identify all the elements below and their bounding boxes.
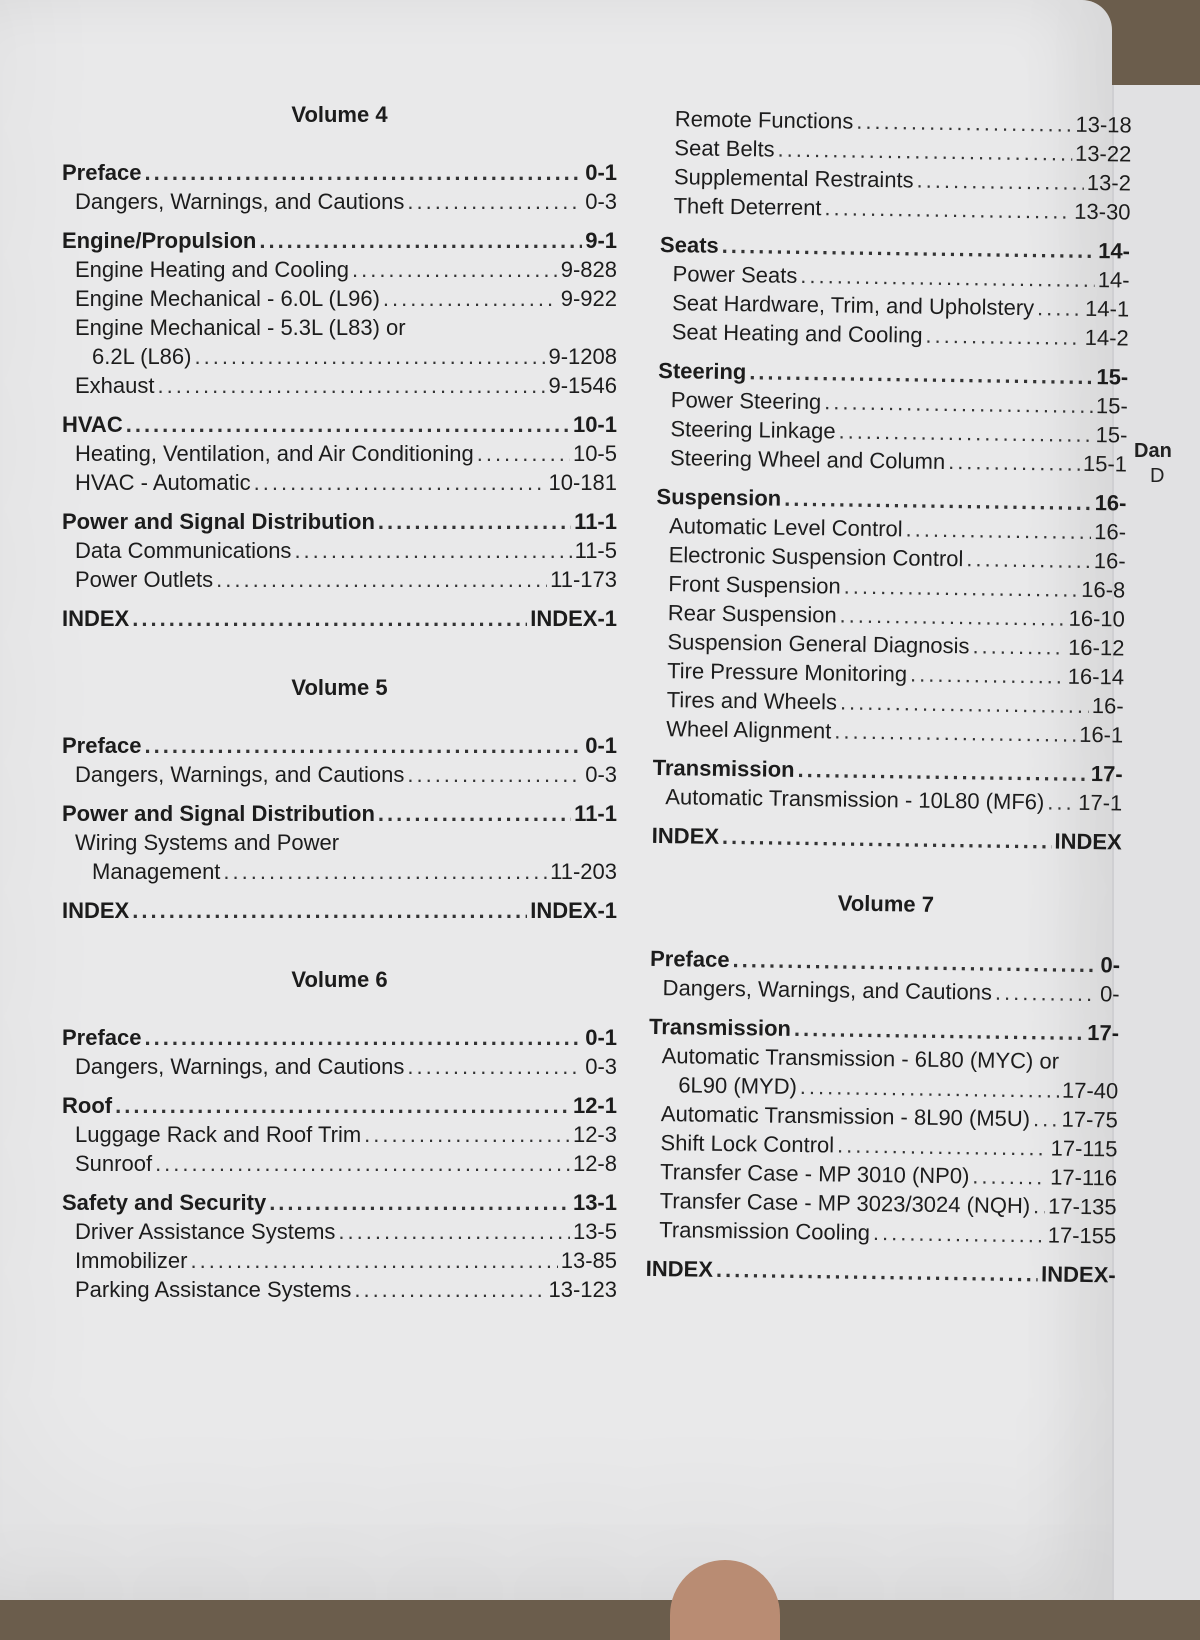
toc-heading[interactable] xyxy=(62,604,617,633)
leader-dots xyxy=(294,536,571,565)
leader-dots xyxy=(158,371,546,400)
toc-section xyxy=(657,356,1129,479)
toc-entry-page: 16- xyxy=(1093,548,1126,574)
toc-entry-label: Seat Heating and Cooling xyxy=(671,319,923,348)
leader-dots xyxy=(838,416,1092,449)
leader-dots xyxy=(132,604,527,633)
toc-entry-page: 16-10 xyxy=(1068,605,1126,632)
leader-dots xyxy=(794,1014,1085,1047)
toc-entry-label: Dangers, Warnings, and Cautions xyxy=(75,1054,405,1079)
toc-entry-page: 13-30 xyxy=(1074,198,1131,225)
toc-entry-label: Data Communications xyxy=(75,538,292,563)
toc-entry-page: 13-2 xyxy=(1086,169,1132,196)
toc-entry-label: Theft Deterrent xyxy=(673,193,822,221)
toc-heading-label: Transmission xyxy=(648,1013,792,1041)
toc-entry-page: 14-1 xyxy=(1084,295,1130,322)
toc-entry-label: Automatic Transmission - 10L80 (MF6) xyxy=(665,784,1045,815)
toc-entry-label[interactable]: Wiring Systems and Power xyxy=(75,830,340,855)
toc-heading-page: 13-1 xyxy=(572,1190,617,1215)
leader-dots xyxy=(254,468,546,497)
toc-entry-page: 16-1 xyxy=(1079,721,1124,748)
leader-dots xyxy=(194,342,545,371)
toc-entry-page: 13-18 xyxy=(1075,111,1132,138)
toc-entry[interactable] xyxy=(62,565,617,594)
leader-dots xyxy=(844,572,1079,604)
toc-entry-label: Engine Heating and Cooling xyxy=(75,257,349,282)
toc-entry-page: 9-922 xyxy=(560,286,617,311)
toc-heading-page: INDEX-1 xyxy=(530,898,617,923)
leader-dots xyxy=(873,1218,1045,1249)
toc-entry-page: 10-5 xyxy=(572,441,617,466)
toc-entry-cont: 6.2L (L86) xyxy=(92,344,192,369)
leader-dots xyxy=(839,601,1065,633)
leader-dots xyxy=(834,716,1076,748)
toc-section xyxy=(62,1188,617,1304)
toc-entry-page: 16- xyxy=(1091,693,1124,719)
toc-heading[interactable] xyxy=(652,821,1122,857)
toc-entry-page: 11-173 xyxy=(550,567,617,592)
toc-entry-label: Dangers, Warnings, and Cautions xyxy=(662,975,993,1005)
toc-entry-label: Driver Assistance Systems xyxy=(75,1219,336,1244)
toc-heading-page: 0-1 xyxy=(585,1025,617,1050)
toc-section xyxy=(62,799,617,886)
leader-dots xyxy=(784,484,1092,517)
leader-dots xyxy=(972,631,1065,661)
toc-entry[interactable] xyxy=(62,1275,617,1304)
leader-dots xyxy=(800,1072,1060,1105)
toc-heading[interactable] xyxy=(62,731,617,760)
toc-entry-page: 12-8 xyxy=(572,1151,617,1176)
toc-heading-label: Preface xyxy=(62,160,142,185)
toc-entry[interactable] xyxy=(62,1246,617,1275)
toc-section xyxy=(62,507,617,594)
toc-section xyxy=(649,944,1120,1009)
toc-entry-label: Tire Pressure Monitoring xyxy=(666,658,908,687)
toc-heading-label: INDEX xyxy=(62,898,130,923)
toc-entry-label: Parking Assistance Systems xyxy=(75,1277,352,1302)
leader-dots xyxy=(407,760,582,789)
toc-heading-label: Transmission xyxy=(652,754,795,782)
toc-heading-label: Safety and Security xyxy=(62,1190,267,1215)
toc-heading-page: 14- xyxy=(1098,238,1131,264)
leader-dots xyxy=(259,226,582,255)
toc-entry[interactable] xyxy=(649,973,1119,1009)
leader-dots xyxy=(777,135,1072,168)
toc-entry-page: 15- xyxy=(1095,393,1129,419)
leader-dots xyxy=(905,514,1091,546)
leader-dots xyxy=(132,896,527,925)
leader-dots xyxy=(800,261,1095,294)
toc-heading-label: Preface xyxy=(62,733,142,758)
toc-entry[interactable] xyxy=(652,782,1122,818)
toc-entry-label: Power Steering xyxy=(670,387,822,415)
toc-entry-label: Transmission Cooling xyxy=(659,1217,871,1246)
toc-entry-label: Dangers, Warnings, and Cautions xyxy=(75,762,405,787)
toc-entry-label: Immobilizer xyxy=(75,1248,188,1273)
toc-entry-label: Electronic Suspension Control xyxy=(668,542,964,572)
toc-entry-label: Seat Hardware, Trim, and Upholstery xyxy=(672,290,1035,321)
toc-heading-page: 17- xyxy=(1090,761,1123,787)
leader-dots xyxy=(216,565,547,594)
leader-dots xyxy=(1047,787,1075,816)
toc-entry[interactable] xyxy=(62,187,617,216)
leader-dots xyxy=(910,660,1065,691)
toc-entry-label: Wheel Alignment xyxy=(666,716,832,744)
toc-entry-page: 13-22 xyxy=(1074,140,1132,167)
toc-heading-page: INDEX- xyxy=(1040,1261,1116,1288)
leader-dots xyxy=(354,1275,545,1304)
toc-heading-label: Preface xyxy=(649,945,730,973)
toc-entry-label: Rear Suspension xyxy=(667,600,837,628)
toc-entry-page: 15- xyxy=(1095,422,1128,448)
toc-section xyxy=(652,821,1122,857)
leader-dots xyxy=(115,1091,570,1120)
toc-entry-page: 17-155 xyxy=(1047,1222,1117,1249)
toc-entry[interactable] xyxy=(62,1052,617,1081)
right-toc-column xyxy=(646,104,1132,1289)
toc-entry-label[interactable]: Automatic Transmission - 6L80 (MYC) or xyxy=(661,1043,1060,1074)
toc-entry-label: Exhaust xyxy=(75,373,155,398)
left-toc-column xyxy=(62,100,617,1304)
toc-entry-page: 13-85 xyxy=(560,1248,617,1273)
toc-heading-page: 17- xyxy=(1087,1020,1120,1046)
toc-entry-page: 17-135 xyxy=(1047,1193,1117,1220)
leader-dots xyxy=(407,187,582,216)
toc-section xyxy=(659,230,1131,353)
leader-dots xyxy=(145,158,583,187)
leader-dots xyxy=(364,1120,570,1149)
toc-heading-label: INDEX xyxy=(651,822,720,849)
toc-heading-label: Engine/Propulsion xyxy=(62,228,257,253)
toc-heading-page: INDEX xyxy=(1054,828,1122,855)
toc-heading-label: Power and Signal Distribution xyxy=(62,801,375,826)
toc-entry-label: Power Seats xyxy=(672,261,798,288)
leader-dots xyxy=(972,1161,1047,1191)
toc-entry[interactable] xyxy=(62,760,617,789)
toc-entry[interactable] xyxy=(646,1215,1116,1251)
toc-entry-page: 9-1208 xyxy=(548,344,617,369)
toc-heading-page: 10-1 xyxy=(572,412,617,437)
toc-entry-page: 16-12 xyxy=(1067,634,1125,661)
volume-title: Volume 6 xyxy=(291,967,388,992)
toc-entry-page: 17-75 xyxy=(1061,1106,1119,1133)
leader-dots xyxy=(145,731,583,760)
toc-entry-page: 17-115 xyxy=(1050,1135,1118,1162)
leader-dots xyxy=(338,1217,570,1246)
toc-heading[interactable] xyxy=(62,896,617,925)
leader-dots xyxy=(1033,1104,1059,1133)
toc-entry[interactable] xyxy=(62,284,617,313)
toc-section xyxy=(62,158,617,216)
toc-entry-page: 16-8 xyxy=(1081,576,1126,603)
toc-entry-label: Luggage Rack and Roof Trim xyxy=(75,1122,362,1147)
toc-section xyxy=(62,1023,617,1081)
toc-entry[interactable] xyxy=(657,443,1127,479)
toc-entry-page: 17-40 xyxy=(1061,1077,1119,1104)
leader-dots xyxy=(916,166,1084,197)
toc-entry-label: Power Outlets xyxy=(75,567,214,592)
leader-dots xyxy=(378,799,571,828)
toc-heading-label: Steering xyxy=(658,357,747,385)
toc-entry-label[interactable]: Engine Mechanical - 5.3L (L83) or xyxy=(75,315,406,340)
leader-dots xyxy=(716,1255,1039,1288)
toc-heading-page: INDEX-1 xyxy=(530,606,617,631)
toc-heading[interactable] xyxy=(62,1023,617,1052)
toc-entry-page: 0- xyxy=(1099,981,1120,1007)
leader-dots xyxy=(190,1246,557,1275)
toc-entry-page: 15-1 xyxy=(1082,450,1128,477)
toc-entry-label: Transfer Case - MP 3023/3024 (NQH) xyxy=(659,1188,1031,1219)
leader-dots xyxy=(1037,293,1082,323)
leader-dots xyxy=(126,410,570,439)
toc-entry[interactable] xyxy=(62,342,617,371)
toc-heading-page: 15- xyxy=(1096,364,1129,390)
toc-section xyxy=(646,1012,1119,1251)
toc-entry-label: Suspension General Diagnosis xyxy=(667,629,970,659)
toc-heading[interactable] xyxy=(62,1091,617,1120)
toc-heading[interactable] xyxy=(62,226,617,255)
toc-heading-page: 0-1 xyxy=(585,160,617,185)
toc-entry-label: Dangers, Warnings, and Cautions xyxy=(75,189,405,214)
toc-entry-page: 17-1 xyxy=(1078,789,1123,816)
toc-heading-page: 11-1 xyxy=(574,801,617,826)
toc-entry-label: Shift Lock Control xyxy=(660,1130,835,1158)
leader-dots xyxy=(824,193,1071,225)
toc-entry[interactable] xyxy=(62,439,617,468)
leader-dots xyxy=(352,255,558,284)
volume-title: Volume 4 xyxy=(291,102,388,127)
toc-entry-label: Seat Belts xyxy=(674,135,775,162)
leader-dots xyxy=(797,755,1088,788)
toc-heading-page: 11-1 xyxy=(574,509,617,534)
edge-word: Dan xyxy=(1134,440,1172,462)
toc-heading[interactable] xyxy=(62,507,617,536)
toc-entry[interactable] xyxy=(659,317,1129,353)
toc-entry-label: HVAC - Automatic xyxy=(75,470,251,495)
leader-dots xyxy=(925,321,1082,352)
toc-entry-page: 14- xyxy=(1097,267,1130,293)
toc-entry-page: 16-14 xyxy=(1067,663,1125,690)
toc-heading-page: 12-1 xyxy=(572,1093,617,1118)
leader-dots xyxy=(407,1052,582,1081)
toc-section xyxy=(62,410,617,497)
leader-dots xyxy=(269,1188,570,1217)
toc-section xyxy=(652,753,1123,818)
toc-entry[interactable] xyxy=(62,1149,617,1178)
leader-dots xyxy=(856,107,1073,139)
toc-entry-page: 11-203 xyxy=(550,859,617,884)
leader-dots xyxy=(966,544,1091,575)
toc-entry[interactable] xyxy=(62,371,617,400)
toc-heading-page: 0-1 xyxy=(585,733,617,758)
toc-heading-label: INDEX xyxy=(62,606,130,631)
toc-entry[interactable] xyxy=(62,468,617,497)
toc-entry-page: 16- xyxy=(1094,519,1127,545)
toc-section xyxy=(62,604,617,633)
toc-entry[interactable] xyxy=(653,714,1123,750)
volume-title: Volume 7 xyxy=(837,890,935,917)
toc-entry-label: Automatic Level Control xyxy=(668,513,903,542)
toc-entry-page: 9-828 xyxy=(560,257,617,282)
toc-entry-page: 10-181 xyxy=(548,470,617,495)
toc-heading-label: Roof xyxy=(62,1093,113,1118)
toc-entry-page: 17-116 xyxy=(1050,1164,1118,1191)
toc-heading[interactable] xyxy=(62,410,617,439)
volume-title: Volume 5 xyxy=(291,675,388,700)
leader-dots xyxy=(1033,1191,1045,1220)
toc-section xyxy=(62,896,617,925)
toc-entry-page: 0-3 xyxy=(585,1054,617,1079)
leader-dots xyxy=(837,1131,1048,1163)
toc-heading-label: INDEX xyxy=(645,1255,714,1282)
toc-entry-page: 13-5 xyxy=(572,1219,617,1244)
toc-heading-page: 16- xyxy=(1094,490,1127,516)
toc-entry[interactable] xyxy=(62,536,617,565)
toc-entry-label: Sunroof xyxy=(75,1151,153,1176)
toc-heading-label: Seats xyxy=(659,231,719,258)
toc-entry-page: 0-3 xyxy=(585,189,617,214)
toc-entry-label: Steering Wheel and Column xyxy=(669,445,946,474)
toc-heading-page: 0- xyxy=(1100,952,1121,978)
toc-entry-label: Steering Linkage xyxy=(670,416,836,444)
toc-entry-page: 14-2 xyxy=(1084,324,1129,351)
toc-heading-label: HVAC xyxy=(62,412,123,437)
leader-dots xyxy=(223,857,547,886)
toc-entry[interactable] xyxy=(62,857,617,886)
toc-entry-label: Automatic Transmission - 8L90 (M5U) xyxy=(660,1101,1031,1132)
toc-entry-label: Engine Mechanical - 6.0L (L96) xyxy=(75,286,380,311)
leader-dots xyxy=(378,507,571,536)
toc-entry[interactable] xyxy=(62,1217,617,1246)
leader-dots xyxy=(995,978,1097,1008)
leader-dots xyxy=(477,439,570,468)
toc-entry-label: Supplemental Restraints xyxy=(673,164,914,193)
toc-entry-label: Remote Functions xyxy=(674,106,854,134)
toc-section xyxy=(62,1091,617,1178)
toc-entry-label: Tires and Wheels xyxy=(666,687,838,715)
edge-letter: D xyxy=(1150,465,1165,487)
toc-entry-cont: Management xyxy=(92,859,221,884)
leader-dots xyxy=(145,1023,583,1052)
toc-heading[interactable] xyxy=(62,158,617,187)
toc-heading-label: Suspension xyxy=(656,483,782,511)
toc-section xyxy=(653,482,1127,750)
toc-entry-page: 11-5 xyxy=(574,538,617,563)
leader-dots xyxy=(948,447,1080,478)
toc-entry-page: 13-123 xyxy=(548,1277,617,1302)
toc-entry-page: 0-3 xyxy=(585,762,617,787)
toc-section xyxy=(62,226,617,400)
toc-heading[interactable] xyxy=(62,1188,617,1217)
toc-heading-label: Preface xyxy=(62,1025,142,1050)
toc-entry[interactable] xyxy=(660,191,1130,227)
leader-dots xyxy=(824,387,1093,420)
leader-dots xyxy=(840,688,1089,720)
toc-section xyxy=(62,731,617,789)
leader-dots xyxy=(722,822,1052,856)
toc-entry-page: 9-1546 xyxy=(548,373,617,398)
toc-heading-page: 9-1 xyxy=(585,228,617,253)
toc-entry-label: Front Suspension xyxy=(668,571,841,599)
toc-heading-label: Power and Signal Distribution xyxy=(62,509,375,534)
toc-entry-page: 12-3 xyxy=(572,1122,617,1147)
toc-heading[interactable] xyxy=(62,799,617,828)
leader-dots xyxy=(155,1149,570,1178)
toc-entry-label: Transfer Case - MP 3010 (NP0) xyxy=(659,1159,970,1189)
toc-entry[interactable] xyxy=(62,255,617,284)
leader-dots xyxy=(383,284,558,313)
toc-entry-cont: 6L90 (MYD) xyxy=(678,1072,798,1099)
toc-entry[interactable] xyxy=(62,1120,617,1149)
toc-entry-label: Heating, Ventilation, and Air Conditioning xyxy=(75,441,474,466)
